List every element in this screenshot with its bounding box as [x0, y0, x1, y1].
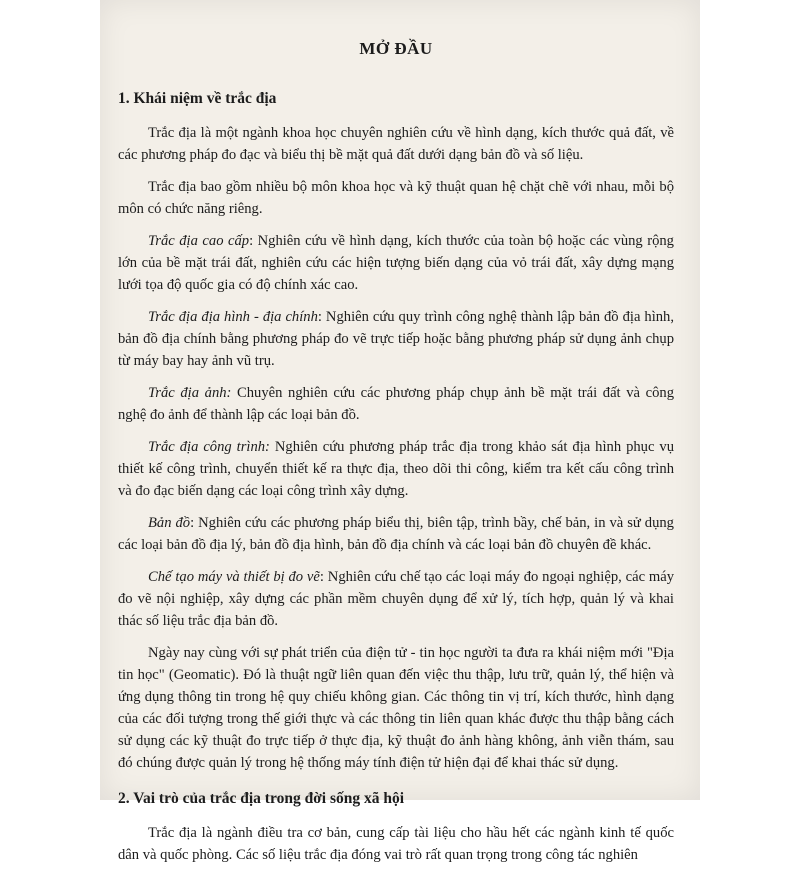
- definition-text: Chuyên nghiên cứu các phương pháp chụp ảnh bề mặt trái đất và công nghệ đo ảnh để thành lập các loại bản đồ.: [118, 385, 674, 423]
- definition-item: [118, 306, 674, 372]
- paragraph: Ngày nay cùng với sự phát triển của điện tử - tin học người ta đưa ra khái niệm mới "Địa tin học" (Geomatic). Đó là thuật ngữ liên quan đến việc thu thập, lưu trữ, quản lý, thể hiện và ứng dụng thông tin trong hệ quy chiếu không gian. Các thông tin vị trí, kích thước, hình dạng của các đối tượng trong thế giới thực và các thông tin liên quan khác được thu thập bằng cách sử dụng các kỹ thuật đo trực tiếp ở thực địa, kỹ thuật đo ảnh hàng không, ảnh viễn thám, sau đó chúng được quản lý trong hệ thống máy tính điện tử hiện đại để khai thác sử dụng.: [118, 645, 674, 771]
- definition-text: : Nghiên cứu về hình dạng, kích thước của toàn bộ hoặc các vùng rộng lớn của bề mặt trái đất, nghiên cứu các hiện tượng biến dạng của vỏ trái đất, xây dựng mạng lưới tọa độ quốc gia có độ chính xác cao.: [118, 233, 674, 293]
- definition-text: : Nghiên cứu các phương pháp biểu thị, biên tập, trình bầy, chế bản, in và sử dụng các loại bản đồ địa lý, bản đồ địa hình, bản đồ địa chính và các loại bản đồ chuyên đề khác.: [118, 515, 674, 553]
- page-title: MỞ ĐẦU: [359, 39, 433, 58]
- definition-item: [118, 436, 674, 502]
- book-page: [100, 0, 700, 863]
- section-1-heading: 1. Khái niệm về trắc địa: [118, 90, 277, 107]
- definition-text: Nghiên cứu phương pháp trắc địa trong khảo sát địa hình phục vụ thiết kế công trình, chuyển thiết kế ra thực địa, theo dõi thi công, kiểm tra kết cấu công trình và đo đạc biến dạng các loại công trình xây dựng.: [118, 439, 675, 499]
- paragraph: Trắc địa bao gồm nhiều bộ môn khoa học và kỹ thuật quan hệ chặt chẽ với nhau, mỗi bộ môn có chức năng riêng.: [118, 179, 674, 217]
- section-2-heading: 2. Vai trò của trắc địa trong đời sống xã hội: [118, 790, 405, 807]
- definition-term: Trắc địa công trình:: [148, 439, 270, 455]
- page-content: [118, 38, 674, 876]
- definition-term: Bản đồ: [148, 515, 191, 531]
- definition-text: : Nghiên cứu quy trình công nghệ thành lập bản đồ địa hình, bản đồ địa chính bằng phương pháp đo vẽ trực tiếp hoặc bằng phương pháp sử dụng ảnh chụp từ máy bay hay ảnh vũ trụ.: [118, 309, 675, 369]
- definition-text: : Nghiên cứu chế tạo các loại máy đo ngoại nghiệp, các máy đo vẽ nội nghiệp, xây dựng các phần mềm chuyên dụng để xử lý, tích hợp, quản lý và khai thác số liệu trắc địa bản đồ.: [118, 569, 674, 629]
- definition-item: [118, 230, 674, 296]
- definition-item: [118, 566, 674, 632]
- definition-item: [118, 512, 674, 556]
- paragraph: Trắc địa là ngành điều tra cơ bản, cung cấp tài liệu cho hầu hết các ngành kinh tế quốc dân và quốc phòng. Các số liệu trắc địa đóng vai trò rất quan trọng trong công tác nghiên: [118, 825, 674, 863]
- definition-term: Trắc địa cao cấp: [148, 233, 250, 249]
- definition-term: Trắc địa ảnh:: [148, 385, 232, 401]
- paragraph: Trắc địa là một ngành khoa học chuyên nghiên cứu về hình dạng, kích thước quả đất, về các phương pháp đo đạc và biểu thị bề mặt quả đất dưới dạng bản đồ và số liệu.: [118, 125, 674, 163]
- definition-term: Trắc địa địa hình - địa chính: [148, 309, 318, 325]
- definition-item: [118, 382, 674, 426]
- definition-term: Chế tạo máy và thiết bị đo vẽ: [148, 569, 320, 585]
